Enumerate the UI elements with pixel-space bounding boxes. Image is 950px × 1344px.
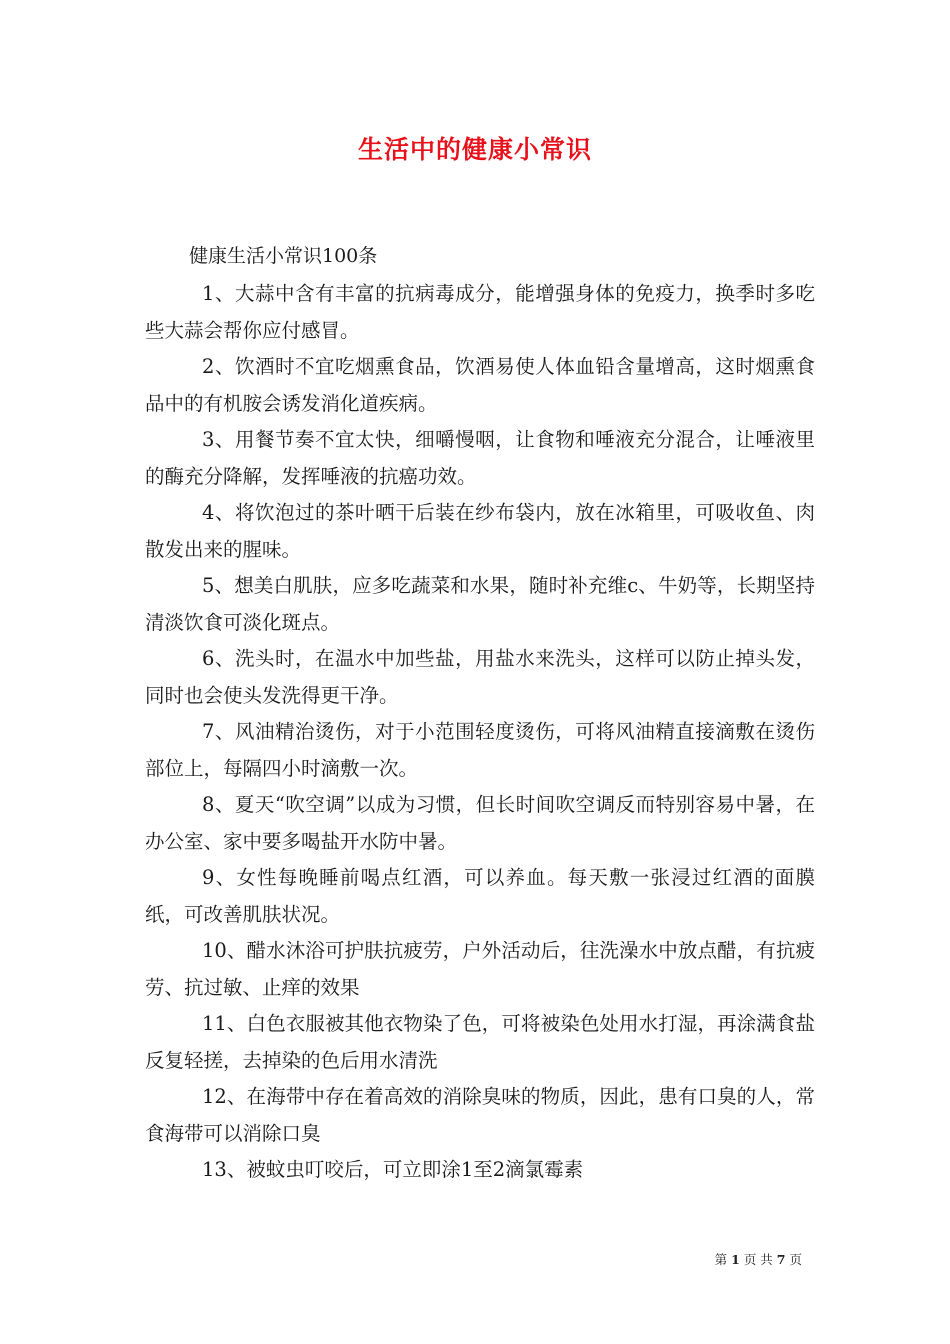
footer-page-number: 1 <box>731 1252 740 1267</box>
footer-prefix: 第 <box>714 1252 728 1267</box>
list-item: 2、饮酒时不宜吃烟熏食品，饮酒易使人体血铅含量增高，这时烟熏食品中的有机胺会诱发消化道疾病。 <box>145 355 815 415</box>
tips-list <box>145 276 815 1189</box>
footer-total-pages: 7 <box>776 1252 786 1267</box>
list-item: 1、大蒜中含有丰富的抗病毒成分，能增强身体的免疫力，换季时多吃些大蒜会帮你应付感冒。 <box>145 282 815 342</box>
list-item: 8、夏天“吹空调”以成为习惯，但长时间吹空调反而特别容易中暑，在办公室、家中要多喝盐开水防中暑。 <box>145 793 815 853</box>
document-title: 生活中的健康小常识 <box>357 135 592 164</box>
list-item: 6、洗头时，在温水中加些盐，用盐水来洗头，这样可以防止掉头发，同时也会使头发洗得更干净。 <box>145 647 815 707</box>
document-subtitle: 健康生活小常识100条 <box>189 245 378 267</box>
list-item: 11、白色衣服被其他衣物染了色，可将被染色处用水打湿，再涂满食盐反复轻搓，去掉染的色后用水清洗 <box>145 1012 815 1072</box>
list-item: 7、风油精治烫伤，对于小范围轻度烫伤，可将风油精直接滴敷在烫伤部位上，每隔四小时滴敷一次。 <box>145 720 815 780</box>
list-item: 13、被蚊虫叮咬后，可立即涂1至2滴氯霉素 <box>202 1158 584 1181</box>
list-item: 10、醋水沐浴可护肤抗疲劳，户外活动后，往洗澡水中放点醋，有抗疲劳、抗过敏、止痒的效果 <box>145 939 815 999</box>
list-item: 5、想美白肌肤，应多吃蔬菜和水果，随时补充维c、牛奶等，长期坚持清淡饮食可淡化斑点。 <box>145 574 815 634</box>
page-number-footer <box>715 1250 802 1268</box>
footer-middle: 页 共 <box>743 1252 773 1267</box>
list-item: 12、在海带中存在着高效的消除臭味的物质，因此，患有口臭的人，常食海带可以消除口臭 <box>145 1085 815 1145</box>
list-item: 3、用餐节奏不宜太快，细嚼慢咽，让食物和唾液充分混合，让唾液里的酶充分降解，发挥唾液的抗癌功效。 <box>145 428 815 488</box>
list-item: 9、女性每晚睡前喝点红酒，可以养血。每天敷一张浸过红酒的面膜纸，可改善肌肤状况。 <box>145 866 815 926</box>
list-item: 4、将饮泡过的茶叶晒干后装在纱布袋内，放在冰箱里，可吸收鱼、肉散发出来的腥味。 <box>145 501 815 561</box>
footer-suffix: 页 <box>789 1252 802 1267</box>
